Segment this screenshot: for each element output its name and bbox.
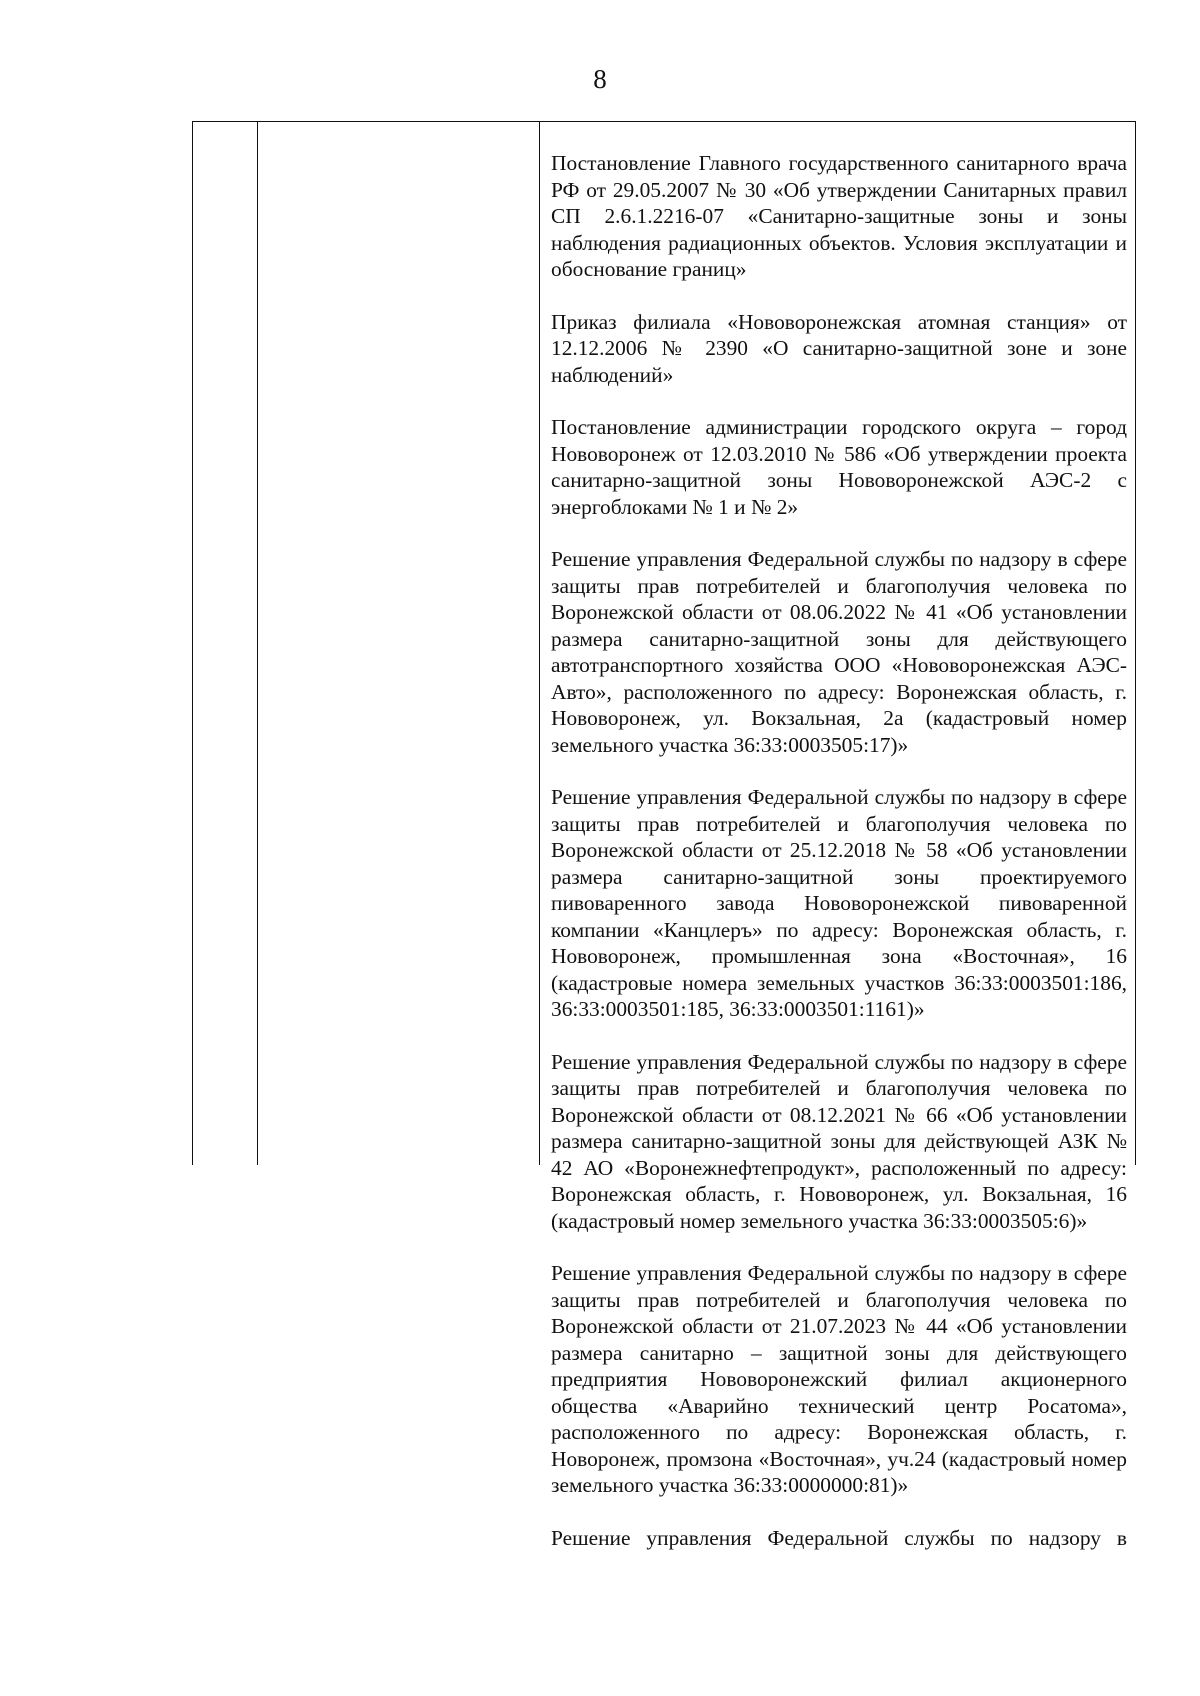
document-table [192,121,1136,1550]
legal-act-entry: Решение управления Федеральной службы по надзору в сфере защиты прав потребителей и благополучия человека по Воронежской области от 25.12.2018 № 58 «Об установлении размера санитарно-защитной зоны проектируемого пивоваренного завода Нововоронежской пивоваренной компании «Канцлеръ» по адресу: Воронежская область, г. Нововоронеж, промышленная зона «Восточная», 16 (кадастровые номера земельных участков 36:33:0003501:186, 36:33:0003501:185, 36:33:0003501:1161)» [551,785,1127,1021]
column-divider [257,122,258,1165]
column-divider [539,122,540,1165]
page-number: 8 [593,64,607,94]
legal-act-entry: Приказ филиала «Нововоронежская атомная станция» от 12.12.2006 № 2390 «О санитарно-защитной зоне и зоне наблюдений» [551,309,1127,387]
legal-act-entry: Постановление Главного государственного санитарного врача РФ от 29.05.2007 № 30 «Об утверждении Санитарных правил СП 2.6.1.2216-07 «Санитарно-защитные зоны и зоны наблюдения радиационных объектов. Условия эксплуатации и обоснование границ» [551,151,1127,281]
legal-act-entry: Решение управления Федеральной службы по надзору в сфере защиты прав потребителей и благополучия человека по Воронежской области от 21.07.2023 № 44 «Об установлении размера санитарно – защитной зоны для действующего предприятия Нововоронежский филиал акционерного общества «Аварийно технический центр Росатома», расположенного по адресу: Воронежская область, г. Новоронеж, промзона «Восточная», уч.24 (кадастровый номер земельного участка 36:33:0000000:81)» [551,1261,1127,1497]
legal-acts-column [551,150,1127,1550]
legal-act-entry-continued: Решение управления Федеральной службы по надзору в [551,1525,1127,1550]
legal-act-entry: Решение управления Федеральной службы по надзору в сфере защиты прав потребителей и благополучия человека по Воронежской области от 08.12.2021 № 66 «Об установлении размера санитарно-защитной зоны для действующей АЗК № 42 АО «Воронежнефтепродукт», расположенный по адресу: Воронежская область, г. Нововоронеж, ул. Вокзальная, 16 (кадастровый номер земельного участка 36:33:0003505:6)» [551,1049,1127,1233]
legal-act-entry: Решение управления Федеральной службы по надзору в сфере защиты прав потребителей и благополучия человека по Воронежской области от 08.06.2022 № 41 «Об установлении размера санитарно-защитной зоны для действующего автотранспортного хозяйства ООО «Нововоронежская АЭС-Авто», расположенного по адресу: Воронежская область, г. Нововоронеж, ул. Вокзальная, 2а (кадастровый номер земельного участка 36:33:0003505:17)» [551,547,1127,757]
legal-act-entry: Постановление администрации городского округа – город Нововоронеж от 12.03.2010 № 586 «Об утверждении проекта санитарно-защитной зоны Нововоронежской АЭС-2 с энергоблоками № 1 и № 2» [551,415,1127,519]
